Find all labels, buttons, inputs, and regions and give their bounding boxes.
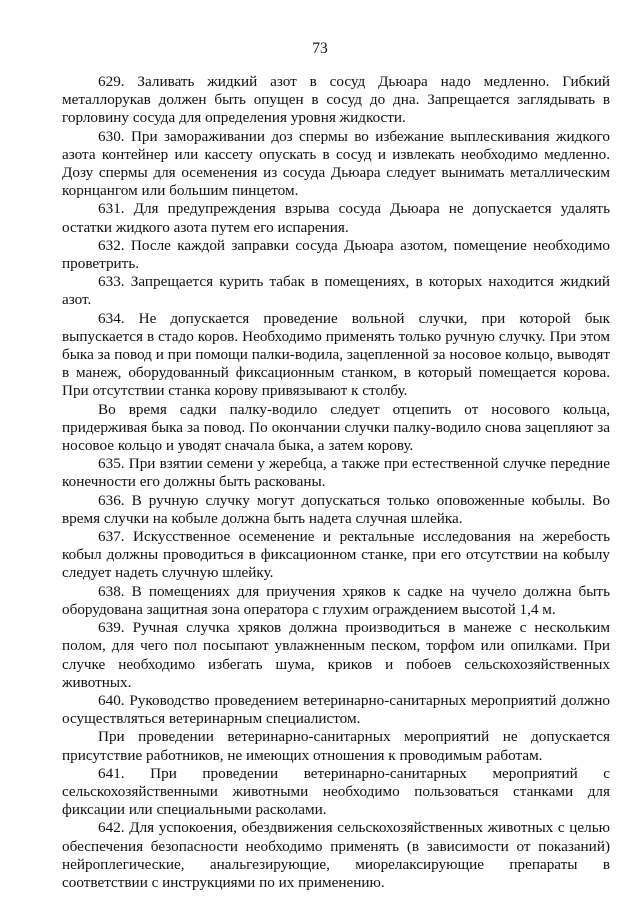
paragraph-638: 638. В помещениях для приучения хряков к садке на чучело должна быть оборудована защитная зона оператора с глухим ограждением высотой 1,4 м. [62,582,610,618]
paragraph-631: 631. Для предупреждения взрыва сосуда Дьюара не допускается удалять остатки жидкого азота путем его испарения. [62,200,610,236]
paragraph-640: 640. Руководство проведением ветеринарно-санитарных мероприятий должно осуществляться ветеринарным специалистом. [62,691,610,728]
paragraph-634: 634. Не допускается проведение вольной случки, при которой бык выпускается в стадо коров. Необходимо применять только ручную случку. При этом быка за повод и при помощи палки-водила, зацепленной за носовое кольцо, выводят в манеж, оборудованный фиксационным станком, в который помещается корова. При отсутствии станка корову привязывают к столбу. [62,309,610,400]
paragraph-637: 637. Искусственное осеменение и ректальные исследования на жеребость кобыл должны проводиться в фиксационном станке, при его отсутствии на кобылу следует надеть случную шлейку. [62,528,610,582]
paragraph-635: 635. При взятии семени у жеребца, а также при естественной случке передние конечности его должны быть раскованы. [62,455,610,491]
page-number: 73 [312,40,328,57]
paragraph-633: 633. Запрещается курить табак в помещениях, в которых находится жидкий азот. [62,273,610,309]
document-body [62,73,610,892]
paragraph-630: 630. При замораживании доз спермы во избежание выплескивания жидкого азота контейнер или кассету опускать в сосуд и извлекать необходимо медленно. Дозу спермы для осеменения из сосуда Дьюара следует вынимать металлическим корнцангом или большим пинцетом. [62,127,610,200]
paragraph-632: 632. После каждой заправки сосуда Дьюара азотом, помещение необходимо проветрить. [62,236,610,273]
paragraph-640-continued: При проведении ветеринарно-санитарных мероприятий не допускается присутствие работников, не имеющих отношения к проводимым работам. [62,728,610,764]
paragraph-634-continued: Во время садки палку-водило следует отцепить от носового кольца, придерживая быка за повод. По окончании случки палку-водило снова зацепляют за носовое кольцо и уводят сначала быка, а затем корову. [62,400,610,455]
paragraph-636: 636. В ручную случку могут допускаться только оповоженные кобылы. Во время случки на кобыле должна быть надета случная шлейка. [62,491,610,527]
paragraph-641: 641. При проведении ветеринарно-санитарных мероприятий с сельскохозяйственными животными необходимо пользоваться станками для фиксации или специальными расколами. [62,764,610,819]
paragraph-629: 629. Заливать жидкий азот в сосуд Дьюара надо медленно. Гибкий металлорукав должен быть опущен в сосуд до дна. Запрещается заглядывать в горловину сосуда для определения уровня жидкости. [62,73,610,127]
paragraph-639: 639. Ручная случка хряков должна производиться в манеже с нескольким полом, для чего пол посыпают увлажненным песком, торфом или опилками. При случке необходимо избегать шума, криков и побоев сельскохозяйственных животных. [62,619,610,691]
paragraph-642: 642. Для успокоения, обездвижения сельскохозяйственных животных с целью обеспечения безопасности необходимо применять (в зависимости от показаний) нейроплегические, анальгезирующие, миорелаксирующие препараты в соответствии с инструкциями по их применению. [62,819,610,891]
